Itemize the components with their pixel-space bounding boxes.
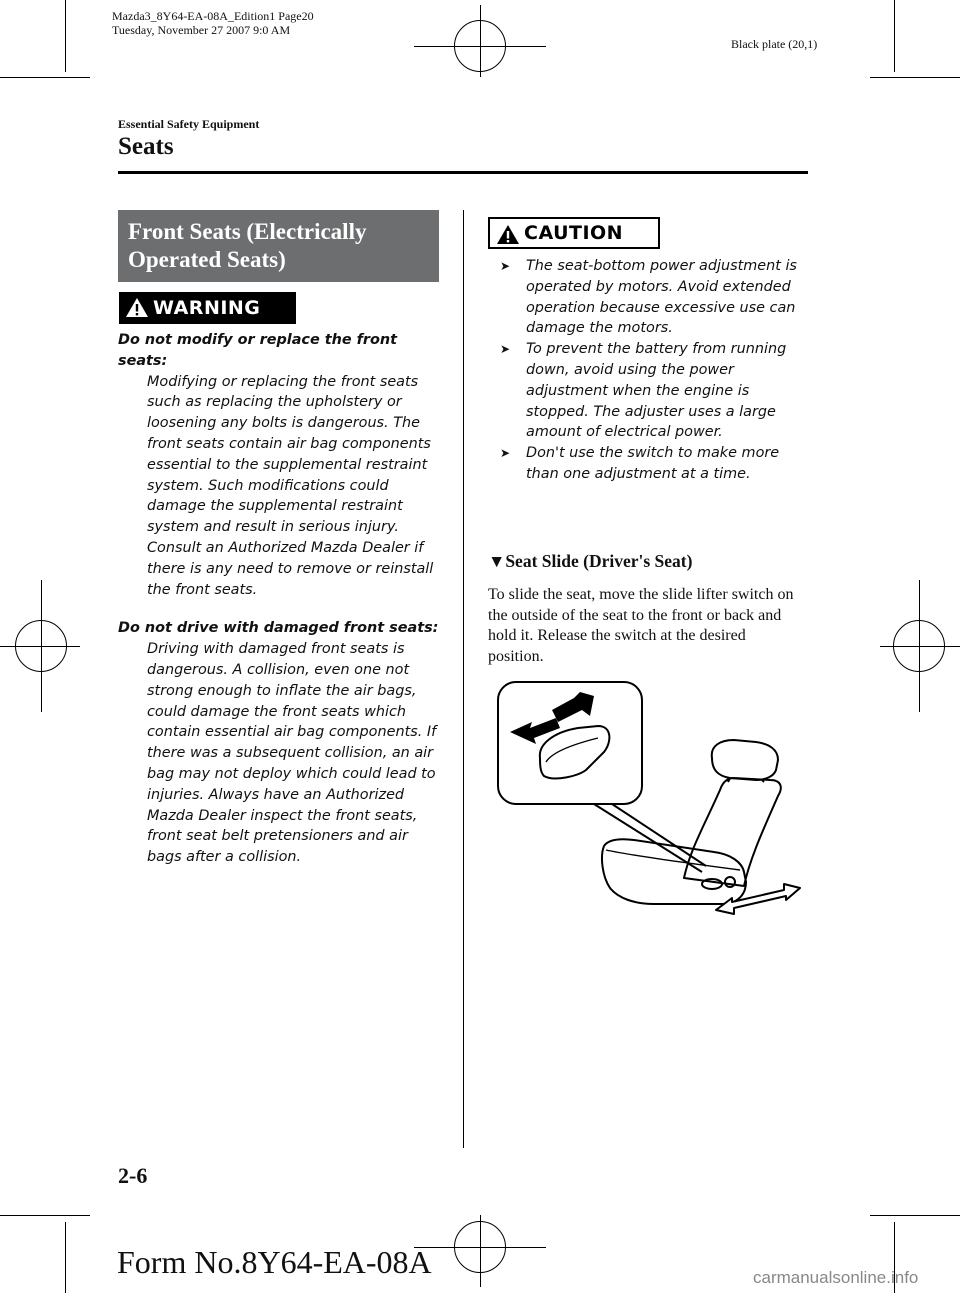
warning-content: [118, 330, 444, 868]
file-header: [112, 9, 314, 37]
section-banner: [118, 210, 439, 282]
form-number: Form No.8Y64-EA-08A: [117, 1244, 432, 1280]
slide-instructions: To slide the seat, move the slide lifter switch on the outside of the seat to the front or back and hold it. Release the switch at the desired position.: [488, 586, 794, 665]
subheading-text: Seat Slide (Driver's Seat): [505, 551, 693, 571]
banner-line-2: Operated Seats): [128, 247, 286, 272]
caution-list: [488, 256, 810, 485]
caution-icon: [496, 224, 520, 245]
bullet-arrow-icon: ➤: [500, 259, 511, 273]
arrow-back: [552, 692, 594, 722]
file-date: Tuesday, November 27 2007 9:0 AM: [112, 23, 291, 37]
bullet-arrow-icon: ➤: [500, 342, 511, 357]
leader-line: [594, 804, 702, 872]
header-rule: [118, 171, 808, 174]
crop-mark: [870, 77, 960, 78]
caution-item: [488, 443, 810, 485]
caution-item: [488, 256, 810, 339]
column-divider: [463, 210, 464, 1148]
crop-mark: [870, 1215, 960, 1216]
caution-text: To prevent the battery from running down, avoid using the power adjustment when the engine is stopped. The adjuster uses a large amount of electrical power.: [526, 341, 787, 441]
warning-badge: [119, 292, 296, 324]
plate-label: Black plate (20,1): [731, 37, 818, 51]
crop-mark: [65, 1222, 66, 1293]
leader-line: [612, 804, 706, 866]
slide-double-arrow: [716, 884, 800, 914]
crop-mark: [0, 1215, 90, 1216]
page-number: 2-6: [118, 1163, 148, 1188]
caution-text: The seat-bottom power adjustment is operated by motors. Avoid extended operation because excessive use can damage the motors.: [526, 258, 797, 337]
crop-mark: [0, 77, 90, 78]
section-label: Essential Safety Equipment: [118, 117, 260, 131]
warning-body-modify: Modifying or replacing the front seats such as replacing the upholstery or loosening any bolts is dangerous. The front seats contain air bag components essential to the supplemental restraint system. Such modifications could damage the supplemental restraint system and result in serious injury. Consult an Authorized Mazda Dealer if there is any need to remove or reinstall the front seats.: [147, 373, 434, 598]
warning-label: WARNING: [153, 297, 261, 319]
seat-headrest: [712, 740, 778, 780]
watermark: carmanualsonline.info: [753, 1268, 919, 1287]
subheading: [488, 551, 692, 572]
warning-heading-damaged: Do not drive with damaged front seats:: [118, 620, 439, 637]
banner-line-1: Front Seats (Electrically: [128, 219, 367, 244]
slide-switch: [540, 726, 610, 778]
crop-mark: [894, 0, 895, 72]
seat-cushion: [602, 839, 746, 904]
caution-text: Don't use the switch to make more than one adjustment at a time.: [526, 445, 780, 482]
caution-badge: [488, 217, 660, 249]
seat-slide-illustration: [494, 678, 814, 916]
crop-mark: [65, 0, 66, 72]
warning-icon: [125, 297, 149, 318]
file-name: Mazda3_8Y64-EA-08A_Edition1 Page20: [112, 9, 314, 23]
page-title: Seats: [118, 133, 174, 160]
caution-label: CAUTION: [524, 222, 624, 244]
bullet-arrow-icon: ➤: [500, 446, 511, 461]
warning-body-damaged: Driving with damaged front seats is dangerous. A collision, even one not strong enough to inflate the air bags, could damage the front seats which contain essential air bag components. If there was a subsequent collision, an air bag may not deploy which could lead to injuries. Always have an Authorized Mazda Dealer inspect the front seats, front seat belt pretensioners and air bags after a collision.: [147, 641, 437, 866]
warning-heading-modify: Do not modify or replace the front seats:: [118, 332, 397, 369]
arrow-forward: [510, 718, 560, 744]
triangle-down-icon: ▼: [488, 551, 506, 571]
caution-item: [488, 339, 810, 443]
